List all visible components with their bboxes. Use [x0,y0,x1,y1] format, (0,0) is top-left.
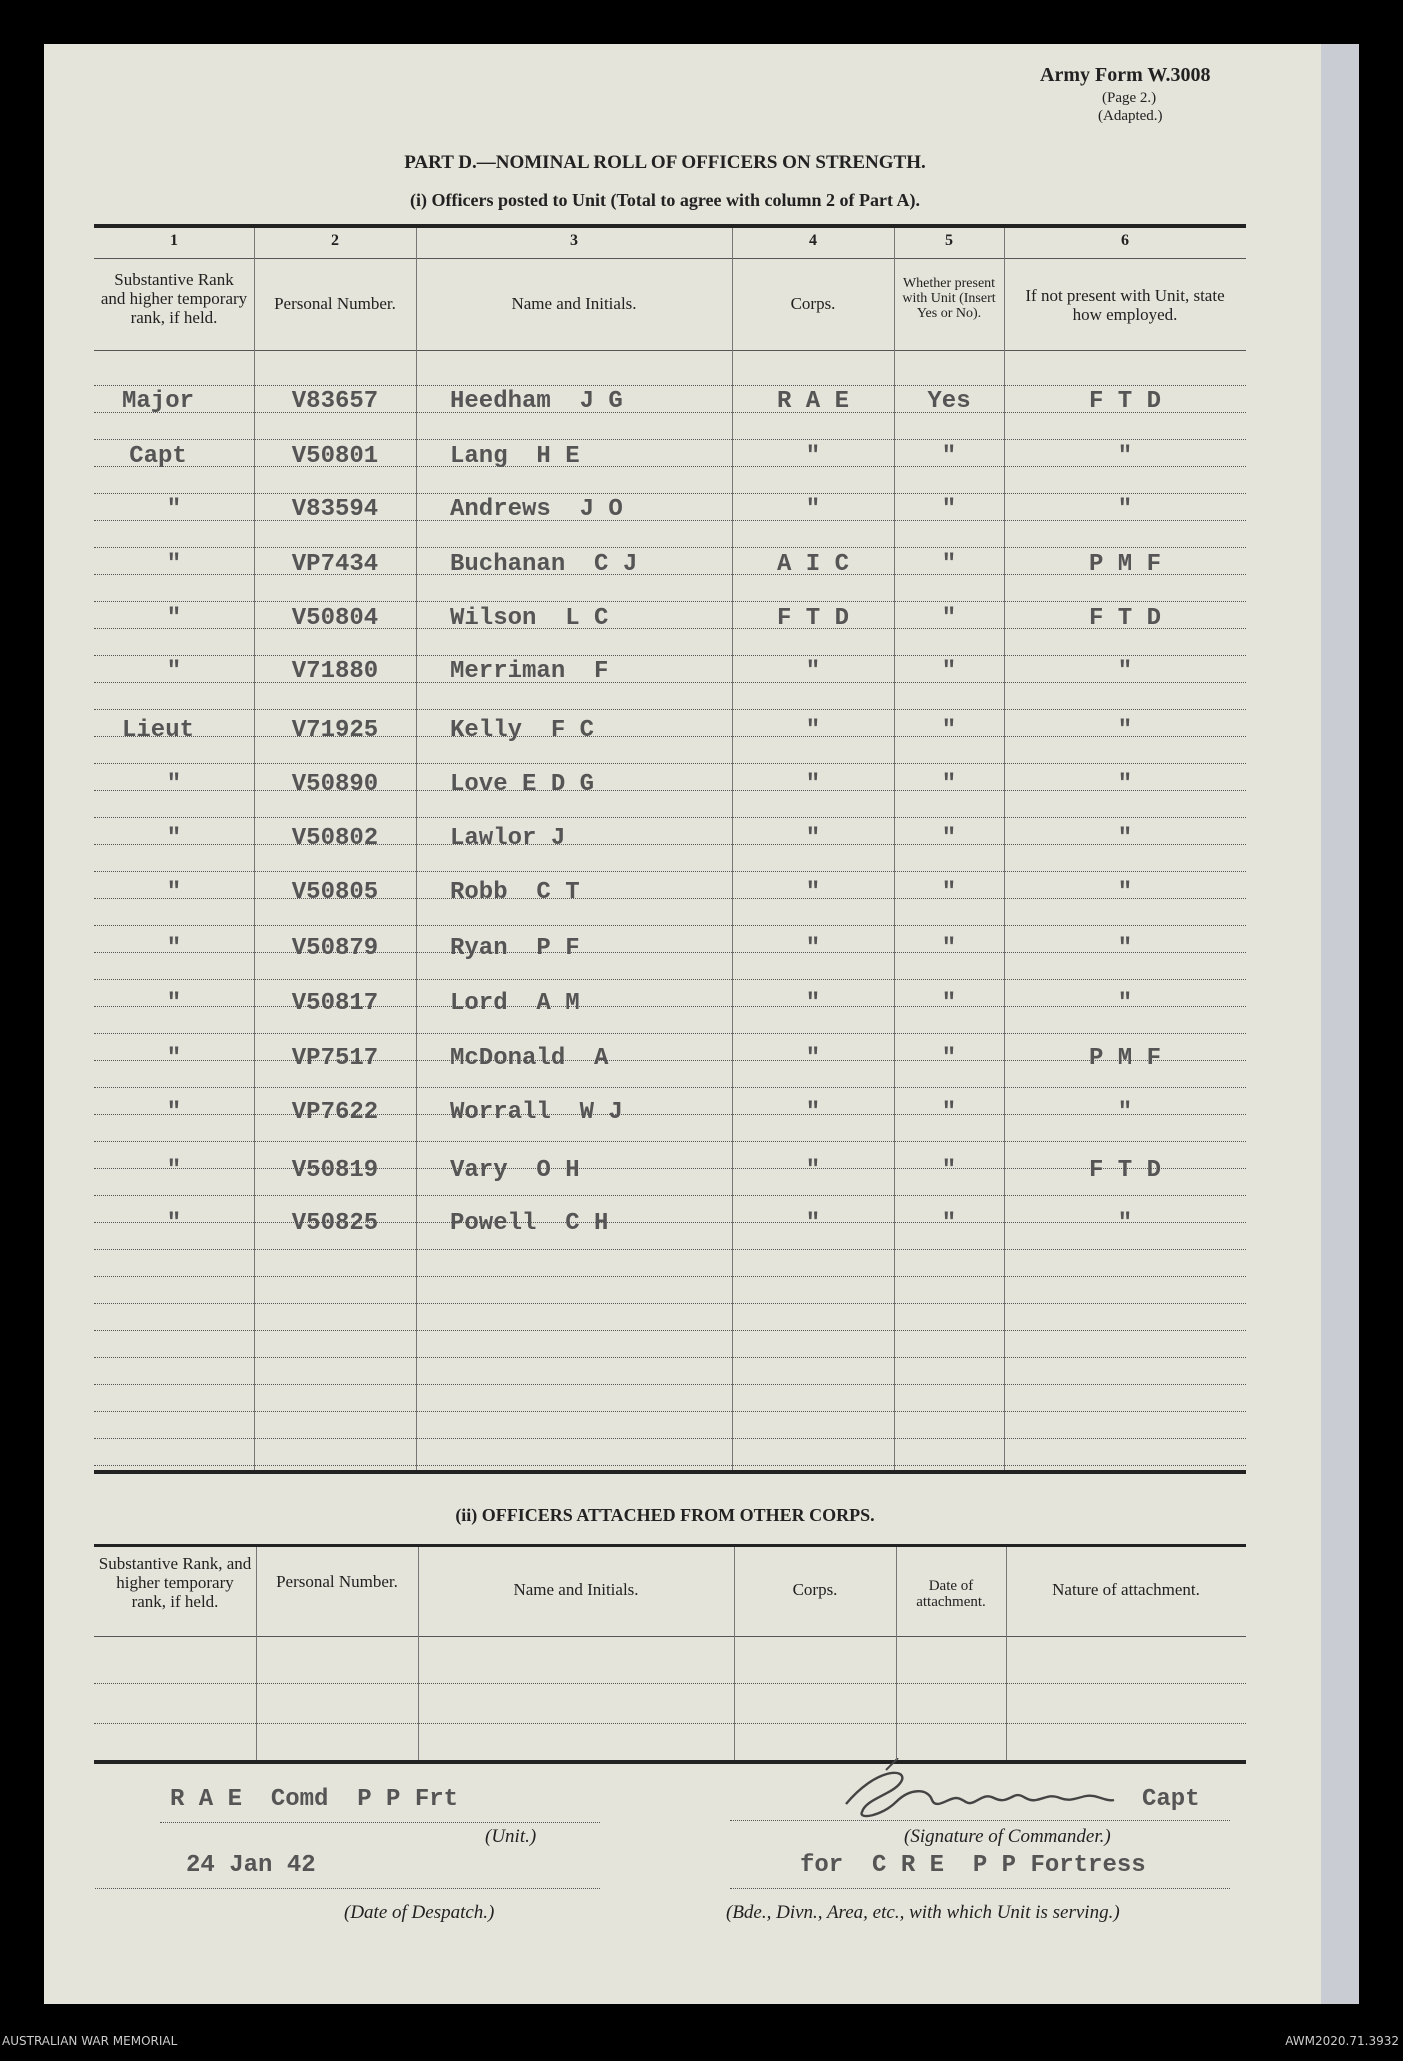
table-i-row-rule [94,1195,1246,1196]
row-3-corps: " [805,496,821,523]
row-5-employed: F T D [1088,605,1161,632]
formation-value: for C R E P P Fortress [800,1852,1146,1879]
row-15-corps: " [805,1157,821,1184]
table-ii-header-5: Date of attachment. [916,1578,986,1610]
row-10-number: V50805 [291,879,379,906]
row-16-rank: " [166,1210,182,1237]
row-3-number: V83594 [291,496,379,523]
row-11-name: Ryan P F [450,935,580,962]
part-title: PART D.—NOMINAL ROLL OF OFFICERS ON STRENGTH. [404,152,926,173]
row-5-corps: F T D [776,605,849,632]
table-i-row-rule [94,493,1246,494]
row-14-name: Worrall W J [450,1099,623,1126]
row-10-name: Robb C T [450,879,580,906]
row-6-name: Merriman F [450,658,609,685]
row-3-name: Andrews J O [450,496,623,523]
table-ii-row-rule [94,1683,1246,1684]
row-16-present: " [941,1210,957,1237]
row-4-present: " [941,551,957,578]
row-15-number: V50819 [291,1157,379,1184]
column-header-6: If not present with Unit, state how employed. [1025,286,1225,324]
table-ii-header-4: Corps. [792,1580,838,1599]
form-adapted: (Adapted.) [1098,108,1163,124]
form-title: Army Form W.3008 [1040,64,1211,86]
row-7-present: " [941,717,957,744]
table-i-row-rule [94,601,1246,602]
row-13-corps: " [805,1045,821,1072]
row-13-employed: P M F [1088,1045,1161,1072]
table-i-row-rule [94,547,1246,548]
page-edge-strip [1321,44,1359,2004]
row-9-rank: " [166,825,182,852]
row-12-number: V50817 [291,990,379,1017]
column-number-5: 5 [945,232,953,249]
row-14-rank: " [166,1099,182,1126]
row-13-number: VP7517 [291,1045,379,1072]
table-i-row-rule [94,385,1246,386]
row-8-name: Love E D G [450,771,595,798]
row-7-corps: " [805,717,821,744]
row-6-employed: " [1117,658,1133,685]
row-2-number: V50801 [291,443,379,470]
row-9-present: " [941,825,957,852]
commander-signature [836,1758,1176,1824]
row-5-number: V50804 [291,605,379,632]
despatch-date-label: (Date of Despatch.) [344,1902,495,1923]
row-15-rank: " [166,1157,182,1184]
row-16-number: V50825 [291,1210,379,1237]
table-i-row-rule [94,1033,1246,1034]
row-15-name: Vary O H [450,1157,580,1184]
column-number-6: 6 [1121,232,1129,249]
row-2-employed: " [1117,443,1133,470]
signature-rank: Capt [1142,1786,1200,1813]
table-i-row-rule [94,979,1246,980]
table-ii-header-bottom [94,1636,1246,1637]
row-7-number: V71925 [291,717,379,744]
unit-label: (Unit.) [485,1826,537,1847]
row-11-corps: " [805,935,821,962]
row-10-corps: " [805,879,821,906]
table-i-top-rule [94,224,1246,228]
table-i-row-rule [94,1303,1246,1304]
row-10-present: " [941,879,957,906]
row-6-corps: " [805,658,821,685]
row-16-name: Powell C H [450,1210,609,1237]
table-ii-header-1: Substantive Rank, and higher temporary rank, if held. [98,1554,252,1611]
row-7-name: Kelly F C [450,717,595,744]
row-9-employed: " [1117,825,1133,852]
row-7-rank: Lieut [121,717,194,744]
row-5-rank: " [166,605,182,632]
table-i-row-rule [94,763,1246,764]
column-number-2: 2 [331,232,339,249]
unit-value: R A E Comd P P Frt [170,1786,459,1813]
row-1-corps: R A E [776,388,849,415]
row-3-employed: " [1117,496,1133,523]
despatch-date-value: 24 Jan 42 [186,1852,316,1879]
row-4-corps: A I C [776,551,849,578]
table-ii-column-divider [256,1547,257,1760]
row-15-present: " [941,1157,957,1184]
table-ii-column-divider [734,1547,735,1760]
row-9-name: Lawlor J [450,825,566,852]
row-11-rank: " [166,935,182,962]
row-8-rank: " [166,771,182,798]
row-8-present: " [941,771,957,798]
row-2-rank: Capt [129,443,187,470]
column-header-1: Substantive Rank and higher temporary rank, if held. [100,270,248,327]
row-14-corps: " [805,1099,821,1126]
table-i-column-divider [416,228,417,1470]
form-sheet [44,44,1321,2004]
table-i-row-rule [94,1087,1246,1088]
table-ii-column-divider [418,1547,419,1760]
row-5-present: " [941,605,957,632]
row-9-number: V50802 [291,825,379,852]
row-14-employed: " [1117,1099,1133,1126]
unit-dotted-line [160,1822,600,1823]
table-i-row-rule [94,439,1246,440]
row-3-rank: " [166,496,182,523]
row-9-corps: " [805,825,821,852]
column-number-3: 3 [570,232,578,249]
row-7-employed: " [1117,717,1133,744]
formation-dotted-line [730,1888,1230,1889]
table-i-row-rule [94,1141,1246,1142]
table-i-row-rule [94,709,1246,710]
row-2-name: Lang H E [450,443,580,470]
row-4-employed: P M F [1088,551,1161,578]
row-6-rank: " [166,658,182,685]
row-11-present: " [941,935,957,962]
column-header-5: Whether present with Unit (Insert Yes or No). [902,276,996,321]
row-10-rank: " [166,879,182,906]
row-4-name: Buchanan C J [450,551,638,578]
table-i-row-rule [94,1249,1246,1250]
row-5-name: Wilson L C [450,605,609,632]
row-6-present: " [941,658,957,685]
table-i-row-rule [94,1357,1246,1358]
row-6-number: V71880 [291,658,379,685]
row-16-corps: " [805,1210,821,1237]
row-10-employed: " [1117,879,1133,906]
table-ii-row-rule [94,1723,1246,1724]
row-15-employed: F T D [1088,1157,1161,1184]
row-13-present: " [941,1045,957,1072]
row-1-number: V83657 [291,388,379,415]
row-2-present: " [941,443,957,470]
table-i-row-rule [94,925,1246,926]
row-1-employed: F T D [1088,388,1161,415]
row-1-name: Heedham J G [450,388,623,415]
row-16-employed: " [1117,1210,1133,1237]
row-11-number: V50879 [291,935,379,962]
row-4-number: VP7434 [291,551,379,578]
row-4-rank: " [166,551,182,578]
table-i-row-rule [94,1384,1246,1385]
table-i-row-rule [94,1438,1246,1439]
row-12-name: Lord A M [450,990,580,1017]
section-i-title: (i) Officers posted to Unit (Total to agree with column 2 of Part A). [410,190,920,210]
column-number-4: 4 [809,232,817,249]
table-i-row-rule [94,1411,1246,1412]
table-i-row-rule [94,817,1246,818]
table-ii-top-rule [94,1544,1246,1547]
table-i-row-rule [94,1330,1246,1331]
table-i-row-rule [94,1465,1246,1466]
table-ii-header-3: Name and Initials. [513,1580,639,1599]
row-2-corps: " [805,443,821,470]
row-11-employed: " [1117,935,1133,962]
table-i-row-rule [94,655,1246,656]
row-13-name: McDonald A [450,1045,609,1072]
row-3-present: " [941,496,957,523]
table-ii-header-2: Personal Number. [276,1572,398,1591]
table-ii-header-6: Nature of attachment. [1052,1580,1200,1599]
column-header-4: Corps. [790,294,836,313]
row-12-employed: " [1117,990,1133,1017]
form-page: (Page 2.) [1102,90,1157,106]
signature-label: (Signature of Commander.) [904,1826,1111,1847]
row-8-number: V50890 [291,771,379,798]
row-14-present: " [941,1099,957,1126]
row-12-corps: " [805,990,821,1017]
archive-caption-left: AUSTRALIAN WAR MEMORIAL [2,2034,178,2048]
row-12-rank: " [166,990,182,1017]
table-i-header-rule [94,258,1246,259]
column-header-3: Name and Initials. [511,294,637,313]
row-1-rank: Major [121,388,194,415]
table-i-bottom-rule [94,1470,1246,1474]
column-header-2: Personal Number. [274,294,396,313]
column-number-1: 1 [170,232,178,249]
table-i-row-rule [94,1276,1246,1277]
table-i-header-bottom [94,350,1246,351]
row-8-corps: " [805,771,821,798]
signature-dotted-line [730,1820,1230,1821]
date-dotted-line [95,1888,600,1889]
table-ii-column-divider [1006,1547,1007,1760]
section-ii-title: (ii) OFFICERS ATTACHED FROM OTHER CORPS. [455,1505,875,1525]
table-i-row-rule [94,871,1246,872]
row-14-number: VP7622 [291,1099,379,1126]
row-1-present: Yes [927,388,971,415]
row-13-rank: " [166,1045,182,1072]
row-12-present: " [941,990,957,1017]
row-8-employed: " [1117,771,1133,798]
formation-label: (Bde., Divn., Area, etc., with which Unit is serving.) [726,1902,1120,1923]
table-ii-column-divider [896,1547,897,1760]
archive-caption-right: AWM2020.71.3932 [1285,2034,1399,2048]
